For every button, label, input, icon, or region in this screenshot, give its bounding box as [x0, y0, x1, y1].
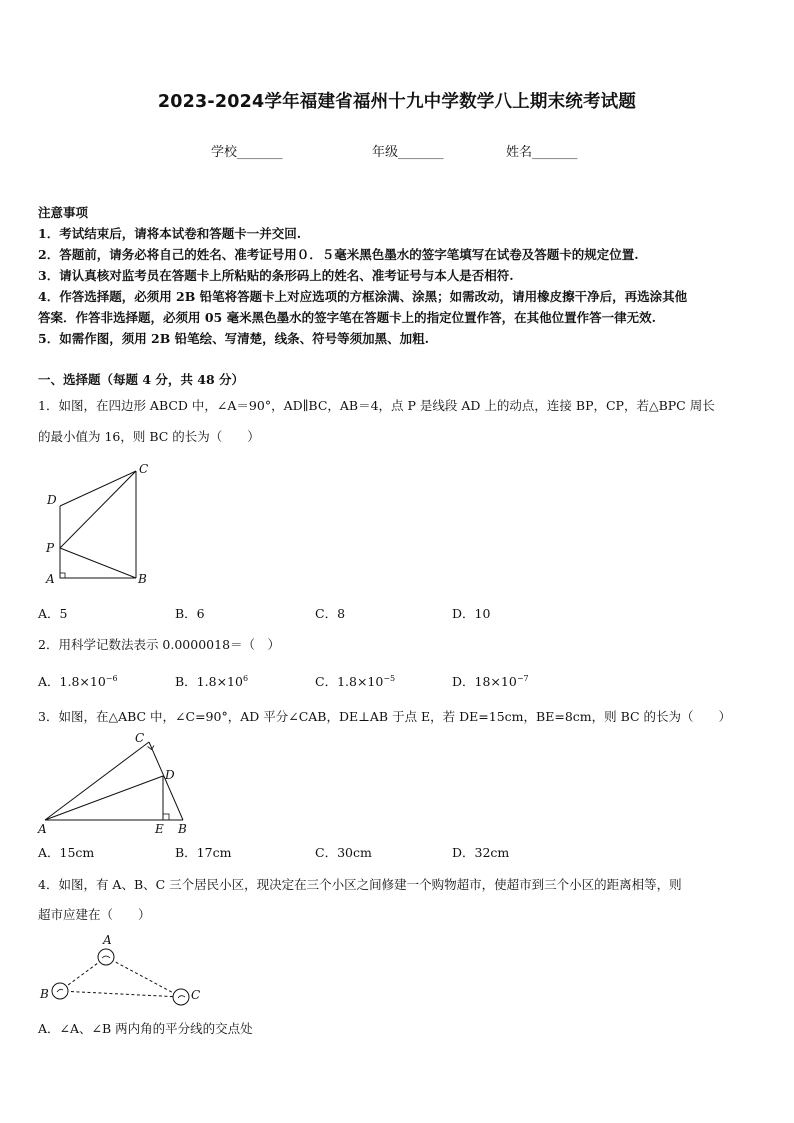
vertex-label: B: [138, 572, 147, 586]
option-d: D．$18\times 10^{-7}$: [452, 674, 529, 689]
question-stem: 1．如图，在四边形 ABCD 中，∠A＝90°，AD∥BC，AB＝4，点 P 是线段 AD 上的动点，连接 BP，CP，若△BPC 周长: [38, 398, 715, 413]
residential-areas-figure: [34, 930, 214, 1010]
question-stem: 超市应建在（ ）: [38, 907, 151, 922]
option-a: A．∠A、∠B 两内角的平分线的交点处: [38, 1021, 253, 1036]
question-stem: 4．如图，有 A、B、C 三个居民小区，现决定在三个小区之间修建一个购物超市，使超市到三个小区的距离相等，则: [38, 877, 682, 892]
quadrilateral-figure: [38, 458, 168, 590]
option-c: C．30cm: [315, 845, 372, 860]
option-a: A．$1.8\times 10^{-6}$: [38, 674, 118, 689]
question-stem: 的最小值为 16，则 BC 的长为（ ）: [38, 429, 260, 444]
notice-heading: 注意事项: [38, 205, 89, 220]
vertex-label: D: [47, 493, 57, 507]
option-b: B．$1.8\times 10^6$: [175, 674, 249, 689]
option-a: A．5: [38, 606, 68, 621]
option-b: B．6: [175, 606, 205, 621]
notice-item: 答案．作答非选择题，必须用 05 毫米黑色墨水的签字笔在答题卡上的指定位置作答，在其他位置作答一律无效.: [38, 310, 656, 325]
vertex-label: C: [135, 731, 145, 745]
notice-item: 3．请认真核对监考员在答题卡上所粘贴的条形码上的姓名、准考证号与本人是否相符.: [38, 268, 514, 283]
area-label: B: [40, 987, 49, 1001]
section-heading: 一、选择题（每题 4 分，共 48 分）: [38, 372, 245, 387]
area-label: A: [103, 933, 112, 947]
vertex-label: P: [46, 541, 55, 555]
option-c: C．8: [315, 606, 346, 621]
grade-field: 年级_______: [372, 145, 444, 160]
option-d: D．10: [452, 606, 491, 621]
notice-item: 4．作答选择题，必须用 2B 铅笔将答题卡上对应选项的方框涂满、涂黑；如需改动，请用橡皮擦干净后，再选涂其他: [38, 289, 688, 304]
name-field: 姓名_______: [506, 145, 578, 160]
vertex-label: B: [178, 822, 187, 836]
vertex-label: E: [155, 822, 164, 836]
notice-item: 2．答题前，请务必将自己的姓名、准考证号用０．５毫米黑色墨水的签字笔填写在试卷及答题卡的规定位置.: [38, 247, 639, 262]
option-b: B．17cm: [175, 845, 232, 860]
vertex-label: C: [139, 462, 149, 476]
question-stem: 3．如图，在△ABC 中，∠C=90°，AD 平分∠CAB，DE⊥AB 于点 E，若 DE=15cm，BE=8cm，则 BC 的长为（ ）: [38, 709, 732, 724]
option-d: D．32cm: [452, 845, 510, 860]
vertex-label: A: [46, 572, 55, 586]
question-stem: 2．用科学记数法表示 0.0000018＝（ ）: [38, 637, 281, 652]
notice-item: 1．考试结束后，请将本试卷和答题卡一并交回.: [38, 226, 302, 241]
option-c: C．$1.8\times 10^{-5}$: [315, 674, 396, 689]
notice-item: 5．如需作图，须用 2B 铅笔绘、写清楚，线条、符号等须加黑、加粗.: [38, 331, 430, 346]
vertex-label: D: [165, 768, 175, 782]
school-field: 学校_______: [211, 145, 283, 160]
vertex-label: A: [38, 822, 47, 836]
area-label: C: [191, 988, 201, 1002]
option-a: A．15cm: [38, 845, 95, 860]
page-title: 2023-2024学年福建省福州十九中学数学八上期末统考试题: [157, 92, 637, 112]
triangle-figure: [34, 728, 204, 838]
